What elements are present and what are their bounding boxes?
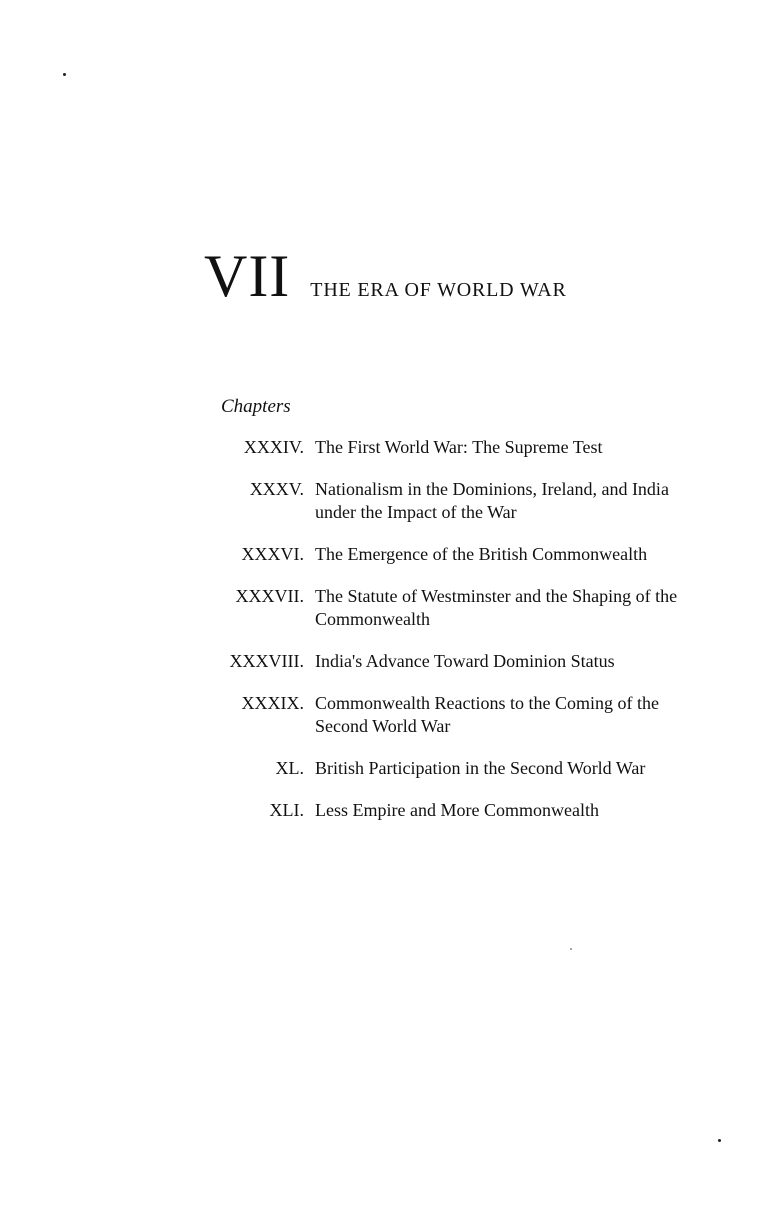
chapter-entry xyxy=(200,543,720,566)
chapter-entry xyxy=(200,585,720,631)
chapter-title: Less Empire and More Commonwealth xyxy=(315,800,599,820)
chapter-entry xyxy=(200,650,720,673)
chapter-number: XXXIX. xyxy=(241,693,304,713)
chapter-number: XXXV. xyxy=(249,479,304,499)
chapter-title: India's Advance Toward Dominion Status xyxy=(315,651,615,671)
chapter-entry xyxy=(200,478,720,524)
page-speck xyxy=(718,1139,721,1142)
part-numeral: VII xyxy=(204,243,291,309)
chapter-entry xyxy=(200,799,720,822)
chapter-number: XXXVI. xyxy=(241,544,304,564)
chapters-label: Chapters xyxy=(221,396,291,417)
part-header xyxy=(204,243,567,309)
chapter-number: XL. xyxy=(275,758,304,778)
page-speck xyxy=(63,73,66,76)
chapter-title: British Participation in the Second World War xyxy=(315,758,646,778)
chapter-number: XLI. xyxy=(269,800,304,820)
chapter-number: XXXVIII. xyxy=(229,651,304,671)
chapter-title: The First World War: The Supreme Test xyxy=(315,437,603,457)
chapter-number: XXXIV. xyxy=(243,437,304,457)
chapter-title: The Statute of Westminster and the Shaping of the Commonwealth xyxy=(315,586,678,629)
page-speck xyxy=(570,948,572,950)
chapter-title: Commonwealth Reactions to the Coming of the Second World War xyxy=(315,693,659,736)
chapter-title: Nationalism in the Dominions, Ireland, and India under the Impact of the War xyxy=(315,479,669,522)
part-title: THE ERA OF WORLD WAR xyxy=(310,279,567,301)
chapter-number: XXXVII. xyxy=(235,586,304,606)
chapter-list xyxy=(200,436,720,841)
chapter-title: The Emergence of the British Commonwealth xyxy=(315,544,648,564)
chapter-entry xyxy=(200,757,720,780)
chapter-entry xyxy=(200,436,720,459)
chapter-entry xyxy=(200,692,720,738)
